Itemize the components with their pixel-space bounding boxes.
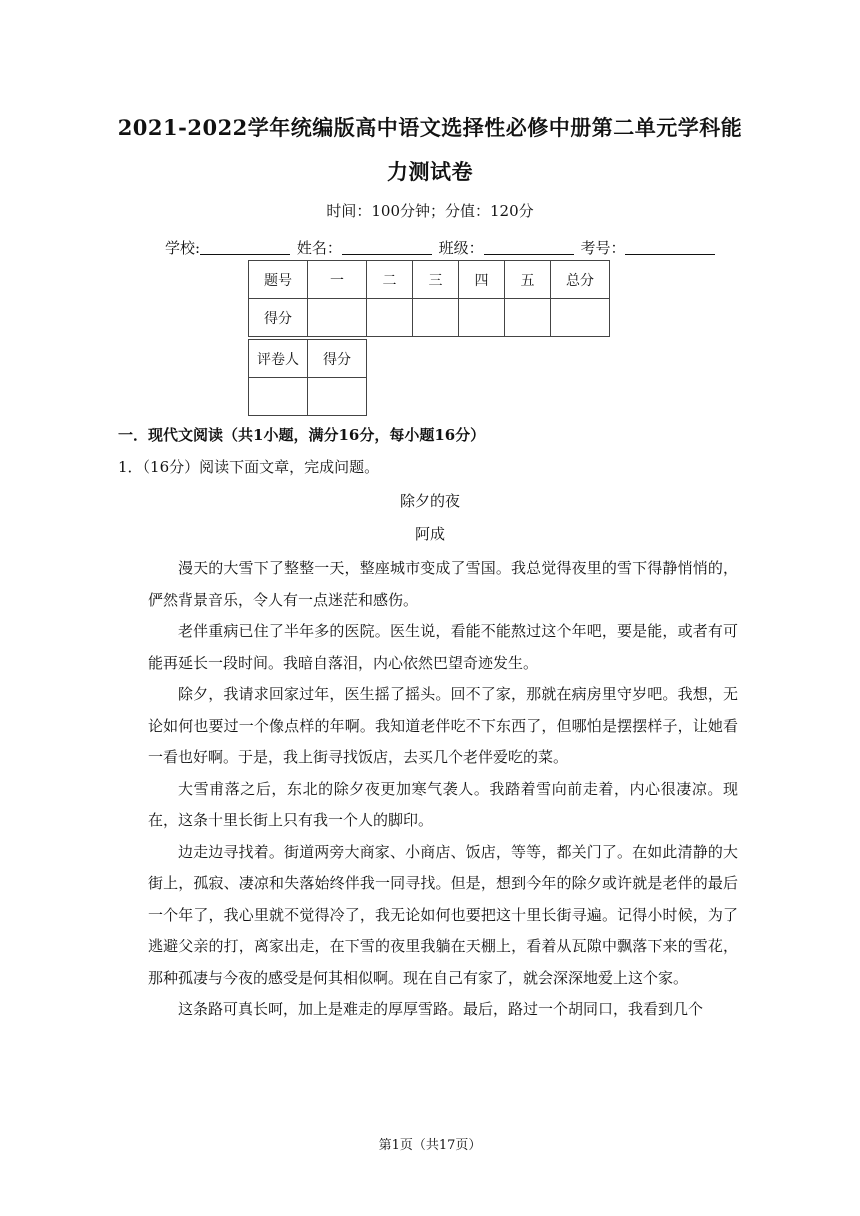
score-header-cell: 一: [308, 261, 367, 299]
score-header-cell: 三: [413, 261, 459, 299]
paragraph: 边走边寻找着。街道两旁大商家、小商店、饭店，等等，都关门了。在如此清静的大街上，孤寂、凄凉和失落始终伴我一同寻找。但是，想到今年的除夕或许就是老伴的最后一个年了，我心里就不觉得冷了，我无论如何也要把这十里长街寻遍。记得小时候，为了逃避父亲的打，离家出走，在下雪的夜里我躺在天棚上，看着从瓦隙中飘落下来的雪花，那种孤凄与今夜的感受是何其相似啊。现在自己有家了，就会深深地爱上这个家。: [148, 842, 738, 987]
passage-title: 除夕的夜: [399, 492, 460, 510]
grader-value-row: [249, 378, 367, 416]
score-cell[interactable]: [413, 299, 459, 337]
score-cell[interactable]: [505, 299, 551, 337]
exam-meta: 时间：100分钟；分值：120分: [326, 202, 534, 220]
score-table: [248, 260, 610, 337]
score-table-score-row: [249, 299, 610, 337]
exam-number-blank[interactable]: [625, 238, 715, 255]
paragraph: 大雪甫落之后，东北的除夕夜更加寒气袭人。我踏着雪向前走着，内心很凄凉。现在，这条十里长街上只有我一个人的脚印。: [148, 779, 738, 829]
score-header-cell: 二: [367, 261, 413, 299]
paragraph: 这条路可真长呵，加上是难走的厚厚雪路。最后，路过一个胡同口，我看到几个: [178, 1000, 704, 1018]
grader-header-row: [249, 340, 367, 378]
student-info-line: [165, 236, 725, 260]
score-header-cell: 四: [459, 261, 505, 299]
name-label: 姓名：: [296, 239, 342, 257]
paragraph: 除夕，我请求回家过年，医生摇了摇头。回不了家，那就在病房里守岁吧。我想，无论如何也要过一个像点样的年啊。我知道老伴吃不下东西了，但哪怕是摆摆样子，让她看一看也好啊。于是，我上街寻找饭店，去买几个老伴爱吃的菜。: [148, 685, 738, 766]
page-footer: 第1页（共17页）: [378, 1138, 482, 1153]
document-title-line-2: 力测试卷: [387, 159, 473, 184]
class-label: 班级：: [438, 239, 484, 257]
question-stem: 1．（16分）阅读下面文章，完成问题。: [118, 458, 380, 476]
name-blank[interactable]: [342, 238, 432, 255]
school-blank[interactable]: [200, 238, 290, 255]
grader-header-cell: 得分: [308, 340, 367, 378]
score-table-header-row: [249, 261, 610, 299]
section-heading: 一．现代文阅读（共1小题，满分16分，每小题16分）: [118, 426, 486, 444]
grader-table: [248, 339, 367, 416]
passage-author: 阿成: [414, 525, 445, 543]
score-cell[interactable]: [551, 299, 610, 337]
grader-score-cell[interactable]: [308, 378, 367, 416]
score-cell[interactable]: [459, 299, 505, 337]
paragraph: 漫天的大雪下了整整一天，整座城市变成了雪国。我总觉得夜里的雪下得静悄悄的，俨然背景音乐，令人有一点迷茫和感伤。: [148, 559, 738, 609]
score-cell[interactable]: [308, 299, 367, 337]
document-title-line-1: 2021-2022学年统编版高中语文选择性必修中册第二单元学科能: [117, 115, 743, 140]
paragraph: 老伴重病已住了半年多的医院。医生说，看能不能熬过这个年吧，要是能，或者有可能再延长一段时间。我暗自落泪，内心依然巴望奇迹发生。: [148, 622, 738, 672]
grader-cell[interactable]: [249, 378, 308, 416]
score-header-cell: 总分: [551, 261, 610, 299]
score-header-cell: 五: [505, 261, 551, 299]
score-header-cell: 题号: [249, 261, 308, 299]
class-blank[interactable]: [484, 238, 574, 255]
grader-header-cell: 评卷人: [249, 340, 308, 378]
passage-body: [148, 553, 738, 1026]
score-row-label: 得分: [249, 299, 308, 337]
exam-number-label: 考号：: [580, 239, 626, 257]
score-cell[interactable]: [367, 299, 413, 337]
school-label: 学校:: [165, 239, 201, 257]
